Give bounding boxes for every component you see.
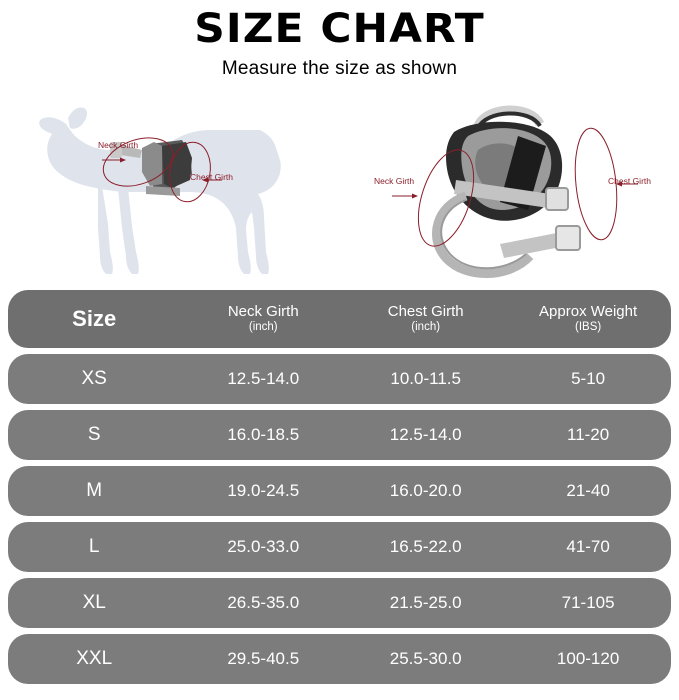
left-neck-girth-label: Neck Girth	[98, 140, 139, 150]
header-approx-weight-unit: (IBS)	[575, 321, 602, 334]
cell-approx-weight: 11-20	[567, 425, 610, 444]
cell-size: XS	[81, 368, 107, 389]
cell-chest-girth: 10.0-11.5	[390, 369, 461, 388]
table-header-row	[8, 290, 671, 348]
table-row	[8, 522, 671, 572]
harness-product-icon	[350, 88, 670, 288]
header-approx-weight-main: Approx Weight	[539, 303, 638, 321]
header	[0, 0, 679, 80]
cell-neck-girth: 12.5-14.0	[227, 369, 300, 388]
cell-chest-girth: 25.5-30.0	[389, 649, 462, 668]
header-chest-girth-main: Chest Girth	[387, 303, 464, 321]
cell-chest-girth: 16.5-22.0	[389, 537, 462, 556]
header-size	[8, 290, 180, 348]
dog-illustration	[14, 88, 334, 288]
cell-neck-girth: 16.0-18.5	[227, 425, 300, 444]
cell-size: XL	[82, 592, 106, 613]
cell-approx-weight: 100-120	[556, 649, 620, 668]
cell-neck-girth: 26.5-35.0	[227, 593, 300, 612]
cell-neck-girth: 25.0-33.0	[227, 537, 300, 556]
cell-chest-girth: 16.0-20.0	[389, 481, 462, 500]
cell-size: M	[86, 480, 103, 501]
table-row	[8, 410, 671, 460]
dog-silhouette-icon	[14, 88, 334, 288]
header-chest-girth-unit: (inch)	[411, 321, 441, 334]
header-approx-weight	[505, 290, 671, 348]
right-chest-girth-label: Chest Girth	[608, 176, 651, 186]
cell-neck-girth: 19.0-24.5	[227, 481, 300, 500]
table-row	[8, 578, 671, 628]
size-table	[8, 290, 671, 690]
table-row	[8, 634, 671, 684]
harness-illustration	[350, 88, 670, 288]
cell-neck-girth: 29.5-40.5	[227, 649, 300, 668]
cell-approx-weight: 71-105	[561, 593, 615, 612]
page-title: SIZE CHART	[194, 6, 485, 52]
cell-chest-girth: 21.5-25.0	[389, 593, 462, 612]
header-neck-girth-unit: (inch)	[248, 321, 278, 334]
cell-approx-weight: 41-70	[566, 537, 610, 556]
cell-size: XXL	[76, 648, 113, 669]
table-row	[8, 466, 671, 516]
cell-chest-girth: 12.5-14.0	[389, 425, 462, 444]
header-size-main: Size	[72, 306, 117, 332]
left-chest-girth-label: Chest Girth	[190, 172, 233, 182]
table-row	[8, 354, 671, 404]
cell-approx-weight: 21-40	[566, 481, 610, 500]
header-neck-girth	[180, 290, 346, 348]
right-neck-girth-label: Neck Girth	[374, 176, 415, 186]
cell-size: L	[88, 536, 100, 557]
page-subtitle: Measure the size as shown	[221, 58, 458, 79]
cell-approx-weight: 5-10	[571, 369, 606, 388]
illustration-area	[0, 88, 679, 288]
header-neck-girth-main: Neck Girth	[227, 303, 299, 321]
cell-size: S	[87, 424, 101, 445]
header-chest-girth	[346, 290, 505, 348]
